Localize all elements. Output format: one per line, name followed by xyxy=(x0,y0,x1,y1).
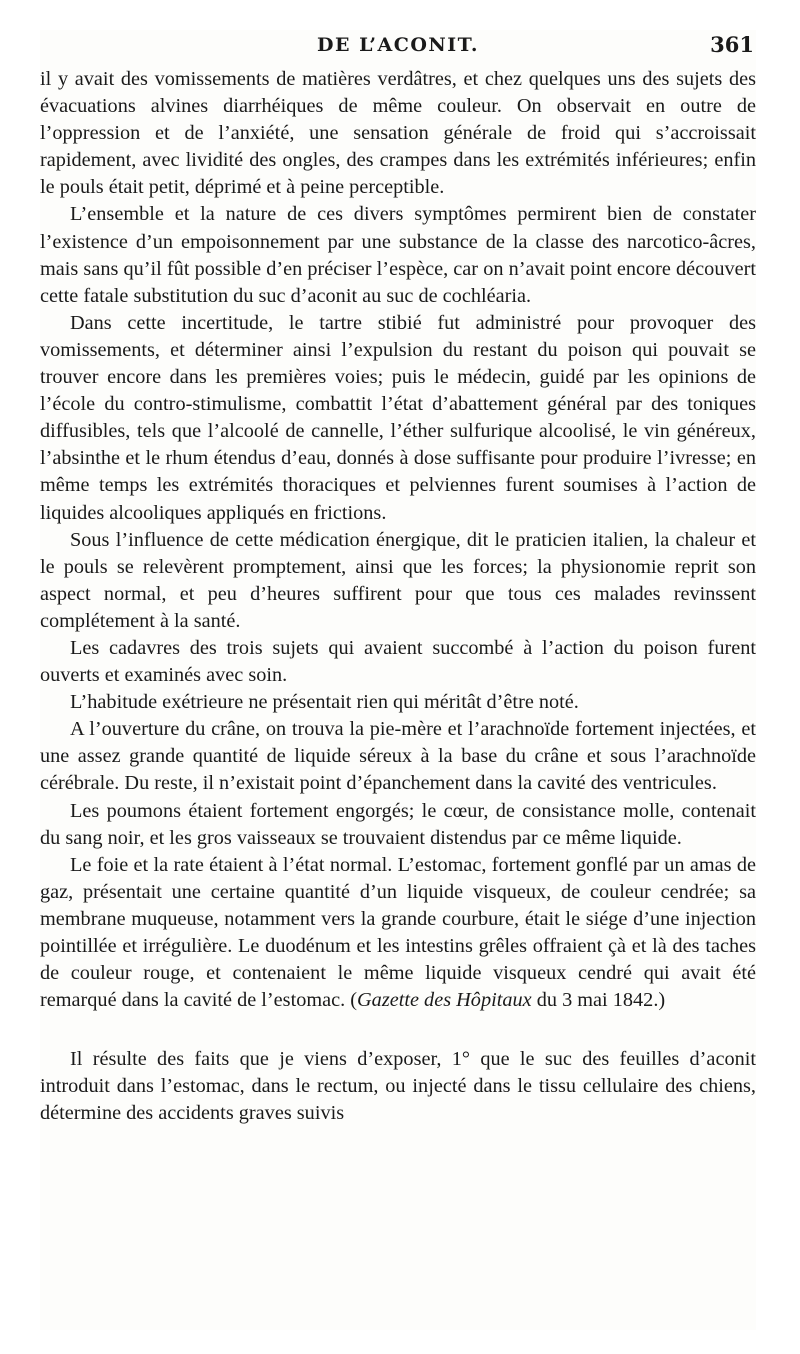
paragraph-conclusion: Il résulte des faits que je viens d’exposer, 1° que le suc des feuilles d’aconit introduit dans l’estomac, dans le rectum, ou injecté dans le tissu cellulaire des chiens, détermine des accidents graves suivis xyxy=(40,1048,756,1125)
citation-date: du 3 mai 1842.) xyxy=(531,989,666,1012)
liver-text: Le foie et la rate étaient à l’état normal. L’estomac, fortement gonflé par un amas de gaz, présentait une certaine quantité d’un liquide visqueux, de couleur cendrée; sa membrane muqueuse, notamment vers la grande courbure, était le siége d’une injection pointillée et irrégulière. Le duodénum et les intestins grêles offraient çà et là des taches de couleur rouge, et contenaient le même liquide visqueux cendré qui avait été remarqué dans la cavité de l’estomac. ( xyxy=(40,853,756,1012)
citation-title: Gazette des Hôpitaux xyxy=(357,989,532,1012)
paragraph-symptoms: il y avait des vomissements de matières verdâtres, et chez quelques uns des sujets des évacuations alvines diarrhéiques de même couleur. On observait en outre de l’oppression et de l’anxiété, une sensation générale de froid qui s’accroissait rapidement, avec lividité des ongles, des crampes dans les extrémités inférieures; enfin le pouls était petit, déprimé et à peine perceptible. xyxy=(40,68,756,199)
paragraph-skull: A l’ouverture du crâne, on trouva la pie-mère et l’arachnoïde fortement injectées, et une assez grande quantité de liquide séreux à la base du crâne et sous l’arachnoïde cérébrale. Du reste, il n’existait point d’épanchement dans la cavité des ventricules. xyxy=(40,718,756,795)
paragraph-lungs: Les poumons étaient fortement engorgés; le cœur, de consistance molle, contenait du sang noir, et les gros vaisseaux se trouvaient distendus par ce même liquide. xyxy=(40,799,756,849)
paragraph-autopsy: Les cadavres des trois sujets qui avaient succombé à l’action du poison furent ouverts et examinés avec soin. xyxy=(40,636,756,687)
page-header xyxy=(40,30,756,60)
paragraph-liver xyxy=(40,852,756,1015)
paragraph-exterior: L’habitude exétrieure ne présentait rien qui méritât d’être noté. xyxy=(70,691,579,714)
page-number: 361 xyxy=(710,32,754,57)
book-page xyxy=(40,30,756,1330)
page-body xyxy=(40,66,756,1128)
running-title: DE L’ACONIT. xyxy=(317,34,479,56)
paragraph-diagnosis: L’ensemble et la nature de ces divers symptômes permirent bien de constater l’existence d’un empoisonnement par une substance de la classe des narcotico-âcres, mais sans qu’il fût possible d’en préciser l’espèce, car on n’avait point encore découvert cette fatale substitution du suc d’aconit au suc de cochléaria. xyxy=(40,203,756,307)
paragraph-treatment: Dans cette incertitude, le tartre stibié fut administré pour provoquer des vomissements, et déterminer ainsi l’expulsion du restant du poison qui pouvait se trouver encore dans les premières voies; puis le médecin, guidé par les opinions de l’école du contro-stimulisme, combattit l’état d’abattement général par des toniques diffusibles, tels que l’alcoolé de cannelle, l’éther sulfurique alcoolisé, le vin généreux, l’absinthe et le rhum étendus d’eau, donnés à dose suffisante pour produire l’ivresse; en même temps les extrémités thoraciques et pelviennes furent soumises à l’action de liquides alcooliques appliqués en frictions. xyxy=(40,311,756,524)
paragraph-recovery: Sous l’influence de cette médication énergique, dit le praticien italien, la chaleur et le pouls se relevèrent promptement, ainsi que les forces; la physionomie reprit son aspect normal, et peu d’heures suffirent pour que tous ces malades revinssent complétement à la santé. xyxy=(40,528,756,632)
